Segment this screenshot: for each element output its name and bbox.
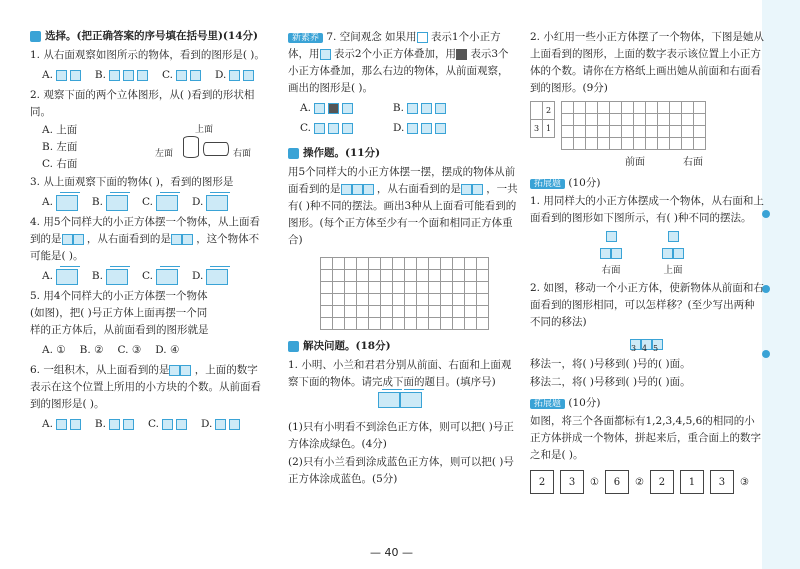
grid-cell[interactable]	[562, 126, 574, 138]
grid-cell[interactable]	[345, 258, 357, 270]
q4-options	[42, 268, 265, 285]
q6-text: 6. 一组积木，从上面看到的是	[30, 364, 170, 376]
cylinders-figure	[155, 122, 265, 166]
grid-cell[interactable]	[321, 258, 333, 270]
grid-cell[interactable]	[405, 270, 417, 282]
grid-cell[interactable]	[598, 102, 610, 114]
grid-cell[interactable]	[622, 138, 634, 150]
q7-options-row-1	[300, 100, 518, 117]
grid-cell[interactable]	[393, 270, 405, 282]
grid-cell[interactable]	[333, 282, 345, 294]
grid-cell[interactable]	[658, 114, 670, 126]
grid-cell[interactable]	[417, 318, 429, 330]
grid-cell[interactable]	[405, 306, 417, 318]
option-label: A.	[300, 102, 311, 114]
grid-cell[interactable]	[333, 306, 345, 318]
grid-cell[interactable]	[357, 318, 369, 330]
grid-cell[interactable]	[321, 306, 333, 318]
option-label: A.	[42, 196, 53, 208]
option-label: D. ④	[155, 344, 180, 356]
option-label: C. ③	[117, 344, 142, 356]
grid-cell[interactable]	[441, 306, 453, 318]
grid-cell[interactable]	[417, 306, 429, 318]
die-face: 2	[530, 470, 554, 494]
grid-cell[interactable]	[477, 306, 489, 318]
grid-cell[interactable]	[622, 102, 634, 114]
option-label: A. ①	[42, 344, 66, 356]
grid-cell[interactable]	[369, 306, 381, 318]
grid-cell[interactable]	[646, 138, 658, 150]
grid-cell[interactable]	[622, 114, 634, 126]
drawing-grid[interactable]	[320, 257, 489, 330]
grid-cell[interactable]	[694, 126, 706, 138]
grid-cell[interactable]	[333, 294, 345, 306]
step-marker: ②	[634, 476, 644, 488]
grid-cell[interactable]	[357, 294, 369, 306]
die-face: 3	[710, 470, 734, 494]
section-operation-heading	[288, 145, 518, 162]
grid-cell[interactable]	[345, 282, 357, 294]
question-2: 2. 观察下面的两个立体图形，从( )看到的形状相同。	[30, 89, 255, 118]
page-number: — 40 —	[370, 546, 413, 559]
grid-cell[interactable]	[393, 294, 405, 306]
grid-cell[interactable]	[429, 282, 441, 294]
q4-text-b: ，从右面看到的是	[86, 233, 171, 245]
grid-cell[interactable]	[622, 126, 634, 138]
extension-heading-2	[530, 395, 765, 412]
section-title: 解决问题。(18分)	[303, 340, 391, 352]
grid-cell[interactable]	[357, 306, 369, 318]
q7-text-d: 表示3个小正方体叠加，那么右边的物体，从前面观察，画出的图形是( )。	[288, 48, 509, 94]
question-r2: 2. 小红用一些小正方体摆了一个物体，下图是她从上面看到的图形，上面的数字表示该位置上小正方体的个数。请你在方格纸上画出她从前面和右面看到的图形。(9分)	[530, 31, 764, 94]
grid-cell[interactable]	[441, 318, 453, 330]
q6-options	[42, 416, 265, 433]
grid-cell[interactable]	[345, 306, 357, 318]
option-label: C.	[300, 122, 311, 134]
grid-cell[interactable]	[417, 270, 429, 282]
extension-badge: 拓展题	[530, 399, 565, 409]
grid-cell[interactable]	[357, 270, 369, 282]
grid-cell[interactable]	[429, 270, 441, 282]
grid-cell[interactable]	[610, 102, 622, 114]
grid-cell[interactable]	[369, 258, 381, 270]
grid-cell[interactable]	[417, 294, 429, 306]
grid-cell[interactable]	[381, 282, 393, 294]
q1-options	[42, 67, 265, 84]
question-7	[288, 29, 518, 97]
grid-cell[interactable]	[453, 270, 465, 282]
die-face: 3	[560, 470, 584, 494]
move-2: 移法二，将( )号移到( )号的( )面。	[530, 376, 691, 388]
grid-cell[interactable]	[646, 102, 658, 114]
grid-cell[interactable]	[333, 270, 345, 282]
option-label: B.	[94, 418, 106, 430]
grid-cell[interactable]	[586, 138, 598, 150]
grid-cell[interactable]	[453, 294, 465, 306]
grid-cell[interactable]	[393, 306, 405, 318]
die-face: 1	[680, 470, 704, 494]
grid-cell[interactable]	[453, 282, 465, 294]
solve-1-a: (1)只有小明看不到涂色正方体，则可以把( )号正方体涂成绿色。(4分)	[288, 421, 514, 450]
cylinder-upright-icon	[183, 136, 199, 158]
extension-q2: 2. 如图，移动一个小正方体，使新物体从前面和右面看到的图形相同，可以怎样移？(至少写出两种不同的移法)	[530, 282, 764, 328]
grid-cell[interactable]	[321, 282, 333, 294]
option-label: C.	[161, 69, 173, 81]
grid-cell[interactable]	[562, 114, 574, 126]
q4-text-c: ，这个物体不可能是( )。	[30, 233, 260, 262]
grid-cell[interactable]	[441, 282, 453, 294]
operation-question	[288, 164, 518, 249]
grid-cell[interactable]	[381, 270, 393, 282]
q2-choice-c: C. 右面	[42, 158, 78, 170]
option-label: B.	[91, 270, 103, 282]
section-title: 选择。(把正确答案的序号填在括号里)(14分)	[45, 30, 258, 42]
dice-row	[530, 470, 765, 494]
grid-cell[interactable]	[465, 318, 477, 330]
extension-q1: 1. 用同样大的小正方体摆成一个物体，从右面和上面看到的图形如下图所示，有( )种不同的摆法。	[530, 195, 764, 224]
final-question: 如图，将三个各面都标有1,2,3,4,5,6的相同的小正方体拼成一个物体，拼起来后，重合面上的数字之和是( )。	[530, 415, 761, 461]
grid-cell[interactable]	[321, 318, 333, 330]
grid-cell[interactable]	[357, 282, 369, 294]
grid-cell[interactable]	[405, 258, 417, 270]
grid-cell[interactable]	[441, 294, 453, 306]
option-label: A.	[42, 270, 53, 282]
grid-cell[interactable]	[634, 138, 646, 150]
grid-cell[interactable]	[405, 318, 417, 330]
cylinder-lying-icon	[203, 142, 229, 156]
grid-cell[interactable]	[574, 114, 586, 126]
grid-cell[interactable]	[369, 318, 381, 330]
right-margin-strip	[762, 0, 800, 569]
grid-cell[interactable]	[477, 318, 489, 330]
grid-cell[interactable]	[574, 102, 586, 114]
q7-badge: 新素养	[288, 33, 323, 43]
option-label: B. ②	[79, 344, 104, 356]
op-text-b: ，从右面看到的是	[376, 183, 461, 195]
option-label: D.	[191, 196, 204, 208]
grid-cell[interactable]	[670, 102, 682, 114]
grid-cell[interactable]	[321, 270, 333, 282]
section-solve-heading	[288, 338, 518, 355]
grid-cell[interactable]	[333, 318, 345, 330]
die-face: 6	[605, 470, 629, 494]
grid-cell[interactable]	[381, 306, 393, 318]
grid-cell[interactable]	[694, 114, 706, 126]
label-top: 上面	[663, 265, 683, 276]
option-label: C.	[147, 418, 159, 430]
grid-cell[interactable]	[694, 102, 706, 114]
section-icon	[288, 148, 299, 159]
e1-figures	[600, 228, 765, 279]
grid-cell[interactable]	[658, 126, 670, 138]
op-text: 用5个同样大的小正方体摆一摆，摆成的物体从前面看到的是	[288, 166, 516, 195]
grid-cell[interactable]	[333, 258, 345, 270]
label-right: 右面	[601, 265, 621, 276]
option-label: C.	[141, 196, 153, 208]
e2-figure	[630, 335, 765, 352]
grid-cell[interactable]	[610, 126, 622, 138]
numbered-cubes-figure	[378, 392, 518, 418]
grid-cell[interactable]	[429, 258, 441, 270]
option-label: B.	[91, 196, 103, 208]
q7-text-c: 表示2个小正方体叠加，用	[333, 48, 457, 60]
points: (10分)	[568, 397, 601, 409]
grid-cell[interactable]	[417, 282, 429, 294]
grid-cell[interactable]	[453, 306, 465, 318]
section-icon	[30, 31, 41, 42]
q6-text-b: ，上面的数字表示在这个位置上所用的小方块的个数。从前面看到的图形是( )。	[30, 364, 261, 410]
grid-cell[interactable]	[562, 138, 574, 150]
option-label: C.	[141, 270, 153, 282]
grid-cell[interactable]	[477, 282, 489, 294]
grid-cell[interactable]	[369, 282, 381, 294]
grid-cell[interactable]	[586, 126, 598, 138]
label-left: 左面	[155, 149, 174, 159]
die-face: 2	[650, 470, 674, 494]
answer-grid[interactable]	[561, 101, 706, 150]
option-label: A.	[42, 69, 53, 81]
grid-cell[interactable]	[477, 258, 489, 270]
grid-cell[interactable]	[369, 294, 381, 306]
grid-cell[interactable]	[562, 102, 574, 114]
top-view-digits	[530, 101, 555, 138]
grid-cell[interactable]	[393, 258, 405, 270]
grid-cell[interactable]	[682, 138, 694, 150]
section-icon	[288, 341, 299, 352]
grid-cell[interactable]	[598, 126, 610, 138]
q2-choice-a: A. 上面	[42, 124, 78, 136]
option-label: B.	[392, 102, 404, 114]
grid-cell[interactable]	[465, 294, 477, 306]
label-right: 右面	[233, 149, 252, 159]
digit: 1	[543, 120, 555, 138]
question-6	[30, 362, 265, 413]
grid-cell[interactable]	[634, 102, 646, 114]
grid-cell[interactable]	[453, 258, 465, 270]
grid-cell[interactable]	[393, 282, 405, 294]
grid-cell[interactable]	[598, 114, 610, 126]
grid-cell[interactable]	[586, 102, 598, 114]
q3-options	[42, 194, 265, 211]
view-labels	[625, 154, 765, 171]
grid-cell[interactable]	[429, 306, 441, 318]
grid-cell[interactable]	[477, 294, 489, 306]
grid-cell[interactable]	[670, 126, 682, 138]
digit: 3	[630, 339, 641, 350]
extension-badge: 拓展题	[530, 179, 565, 189]
option-label: D.	[214, 69, 227, 81]
option-label: A.	[42, 418, 53, 430]
grid-cell[interactable]	[417, 258, 429, 270]
grid-cell[interactable]	[610, 138, 622, 150]
grid-cell[interactable]	[441, 270, 453, 282]
grid-cell[interactable]	[369, 270, 381, 282]
question-3: 3. 从上面观察下面的物体( )，看到的图形是	[30, 176, 234, 188]
option-label: B.	[94, 69, 106, 81]
grid-cell[interactable]	[658, 102, 670, 114]
question-1: 1. 从右面观察如图所示的物体，看到的图形是( )。	[30, 49, 265, 61]
option-label: D.	[200, 418, 213, 430]
op-text-c: ，一共有( )种不同的摆法。画出3种从上面看可能看到的图形。(每个正方体至少有一个面和相同正方体重合)	[288, 183, 518, 246]
grid-cell[interactable]	[465, 282, 477, 294]
q7-text: 7. 空间观念 如果用	[326, 31, 417, 43]
grid-cell[interactable]	[405, 294, 417, 306]
digit: 5	[652, 339, 663, 350]
digit: 2	[543, 102, 555, 120]
grid-cell[interactable]	[646, 114, 658, 126]
q4-text: 4. 用5个同样大的小正方体摆一个物体，从上面看到的是	[30, 216, 261, 245]
grid-cell[interactable]	[453, 318, 465, 330]
grid-cell[interactable]	[381, 318, 393, 330]
grid-cell[interactable]	[345, 294, 357, 306]
grid-cell[interactable]	[345, 270, 357, 282]
grid-cell[interactable]	[393, 318, 405, 330]
extension-heading-1	[530, 175, 765, 192]
right-column	[530, 28, 765, 494]
q7-text-b: 表示1个小正方体，用	[288, 31, 501, 60]
step-marker: ③	[739, 476, 749, 488]
grid-cell[interactable]	[465, 258, 477, 270]
grid-cell[interactable]	[634, 114, 646, 126]
q7-options-row-2	[300, 120, 518, 137]
grid-cell[interactable]	[694, 138, 706, 150]
middle-column	[288, 28, 518, 489]
label-right: 右面	[683, 157, 703, 168]
grid-cell[interactable]	[670, 114, 682, 126]
grid-cell[interactable]	[658, 138, 670, 150]
section-title: 操作题。(11分)	[303, 147, 381, 159]
top-view-and-grid	[530, 101, 765, 150]
grid-cell[interactable]	[381, 258, 393, 270]
grid-cell[interactable]	[682, 126, 694, 138]
grid-cell[interactable]	[345, 318, 357, 330]
grid-cell[interactable]	[670, 138, 682, 150]
grid-cell[interactable]	[682, 102, 694, 114]
grid-cell[interactable]	[441, 258, 453, 270]
grid-cell[interactable]	[634, 126, 646, 138]
grid-cell[interactable]	[574, 126, 586, 138]
step-marker: ①	[590, 476, 599, 488]
grid-cell[interactable]	[465, 306, 477, 318]
solve-1-b: (2)只有小兰看到涂成蓝色正方体，则可以把( )号正方体涂成蓝色。(5分)	[288, 456, 514, 485]
digit: 3	[531, 120, 543, 138]
grid-cell[interactable]	[610, 114, 622, 126]
grid-cell[interactable]	[321, 294, 333, 306]
grid-cell[interactable]	[598, 138, 610, 150]
grid-cell[interactable]	[586, 114, 598, 126]
grid-cell[interactable]	[381, 294, 393, 306]
q2-choice-b: B. 左面	[42, 141, 78, 153]
option-label: D.	[191, 270, 204, 282]
digit: 4	[641, 339, 652, 350]
grid-cell[interactable]	[405, 282, 417, 294]
section-choice-heading	[30, 28, 265, 45]
left-column	[30, 28, 265, 436]
question-5: 5. 用4个同样大的小正方体摆一个物体(如图)，把( )号正方体上面再摆一个同样的正方体后，从前面看到的图形就是	[30, 290, 209, 336]
option-label: D.	[393, 122, 405, 134]
grid-cell[interactable]	[429, 318, 441, 330]
q5-options	[42, 342, 265, 359]
solve-question-1: 1. 小明、小兰和君君分别从前面、右面和上面观察下面的物体。请完成下面的题目。(填序号)	[288, 359, 512, 388]
grid-cell[interactable]	[646, 126, 658, 138]
grid-cell[interactable]	[574, 138, 586, 150]
move-1: 移法一，将( )号移到( )号的( )面。	[530, 358, 691, 370]
grid-cell[interactable]	[357, 258, 369, 270]
grid-cell[interactable]	[429, 294, 441, 306]
grid-cell[interactable]	[477, 270, 489, 282]
points: (10分)	[568, 177, 601, 189]
label-front: 前面	[625, 157, 645, 168]
grid-cell[interactable]	[465, 270, 477, 282]
label-top: 上面	[195, 125, 214, 135]
grid-cell[interactable]	[682, 114, 694, 126]
question-4	[30, 214, 265, 265]
